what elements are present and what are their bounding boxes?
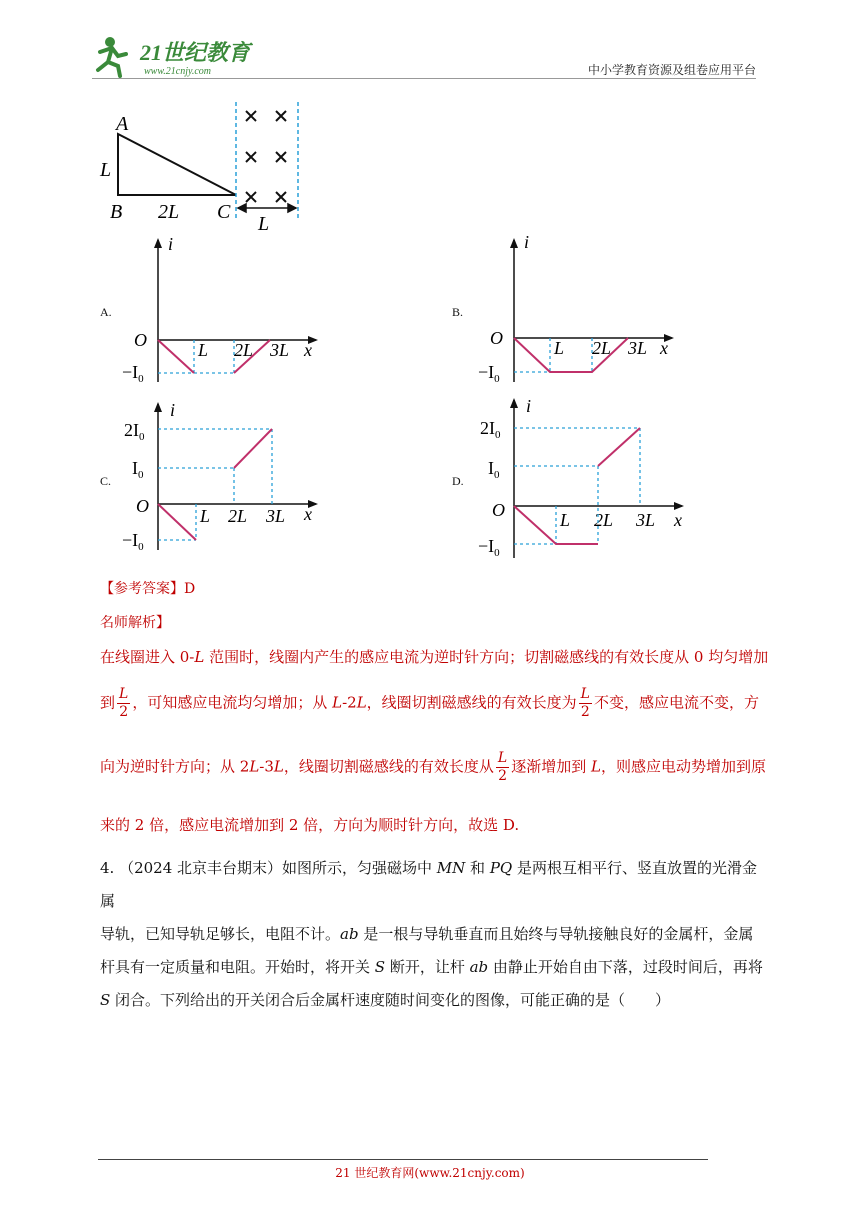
option-b-label: B. [452,305,464,319]
axis-i: i [524,232,530,252]
runner-icon [98,37,126,76]
field-cross-marks [246,111,286,202]
fraction-l-over-2: $\frac{L}{2}$ [497,750,508,784]
triangle-abc [118,134,236,195]
axis-i: i [526,396,532,416]
label-b: B [110,201,123,223]
question-4-line-2: 导轨，已知导轨足够长，电阻不计。ab 是一根与导轨垂直而且始终与导轨接触良好的金属杆，金属 [100,925,754,943]
current-curve-c2 [234,429,272,468]
logo [92,34,262,78]
footer-text: 21 世纪教育网(www.21cnjy.com) [335,1166,525,1180]
question-4-text [100,852,770,1017]
axis-i: i [170,400,176,420]
tick-2i0: $2I_0$ [124,420,145,443]
label-field-width: L [258,213,270,235]
tick-i0: $I_0$ [488,458,500,481]
tick-2l: 2L [592,338,612,358]
label-c: C [217,201,231,223]
origin-o: O [490,328,503,348]
current-curve-c [158,504,196,540]
origin-o: O [492,500,505,520]
question-4-line-3: 杆具有一定质量和电阻。开始时，将开关 S 断开，让杆 ab 由静止开始自由下落，过段时间后，再将 [100,958,763,976]
analysis-line-3: 向为逆时针方向；从 2L-3L，线圈切割磁感线的有效长度从 $\frac{L}{2}$ 逐渐增加到 L，则感应电动势增加到原 [100,750,766,784]
origin-o: O [136,496,149,516]
label-2l: 2L [158,201,180,223]
graph-c [120,396,330,556]
tick-3l: 3L [628,338,648,358]
header-divider [92,78,756,79]
analysis-line-1: 在线圈进入 0-L 范围时，线圈内产生的感应电流为逆时针方向；切割磁感线的有效长度从 0 均匀增加 [100,648,769,666]
answer-label: 【参考答案】D [100,581,196,597]
tick-2i0: $2I_0$ [480,418,501,441]
triangle-field-figure [96,96,316,236]
axis-i: i [168,234,174,254]
current-curve-d2 [598,428,640,466]
tick-neg-i0: $-I_0$ [478,536,500,559]
tick-neg-i0: $-I_0$ [122,530,144,553]
analysis-line-2: 到 $\frac{L}{2}$ ，可知感应电流均匀增加；从 L-2L，线圈切割磁感线的有效长度为 $\frac{L}{2}$ 不变，感应电流不变，方 [100,686,759,720]
graph-a [120,232,330,392]
tick-3l: 3L [266,506,286,526]
axis-x: x [660,338,668,358]
footer-divider [98,1159,708,1160]
header-right-text: 中小学教育资源及组卷应用平台 [587,63,756,77]
axis-x: x [304,504,312,524]
tick-neg-i0: $-I_0$ [122,362,144,385]
tick-2l: 2L [234,340,254,360]
tick-2l: 2L [594,510,614,530]
option-a-label: A. [100,305,112,319]
logo-main-text: 21世纪教育 [140,40,251,65]
analysis-label: 名师解析】 [100,615,170,631]
tick-3l: 3L [636,510,656,530]
axis-x: x [674,510,682,530]
field-width-arrow [238,204,296,212]
question-4-line-1: 4. （2024 北京丰台期末）如图所示，匀强磁场中 MN 和 PQ 是两根互相平行、竖直放置的光滑金属 [100,859,757,910]
label-l-side: L [100,159,112,181]
label-a: A [116,113,129,135]
tick-l: L [198,340,209,360]
option-c-label: C. [100,474,112,488]
analysis-line-4: 来的 2 倍，感应电流增加到 2 倍，方向为顺时针方向，故选 D. [100,816,520,834]
tick-neg-i0: $-I_0$ [478,362,500,385]
tick-l: L [200,506,211,526]
tick-l: L [554,338,565,358]
tick-2l: 2L [228,506,248,526]
tick-3l: 3L [270,340,290,360]
origin-o: O [134,330,147,350]
question-4-line-4: S 闭合。下列给出的开关闭合后金属杆速度随时间变化的图像，可能正确的是（ ） [100,991,671,1009]
graph-b [476,232,686,392]
tick-i0: $I_0$ [132,458,144,481]
fraction-l-over-2: $\frac{L}{2}$ [119,686,129,720]
logo-url-text: www.21cnjy.com [144,66,212,77]
fraction-l-over-2: $\frac{L}{2}$ [580,686,590,720]
axis-x: x [304,340,312,360]
option-d-label: D. [452,474,464,488]
tick-l: L [560,510,571,530]
graph-d [476,392,696,562]
current-curve-a [158,340,194,373]
